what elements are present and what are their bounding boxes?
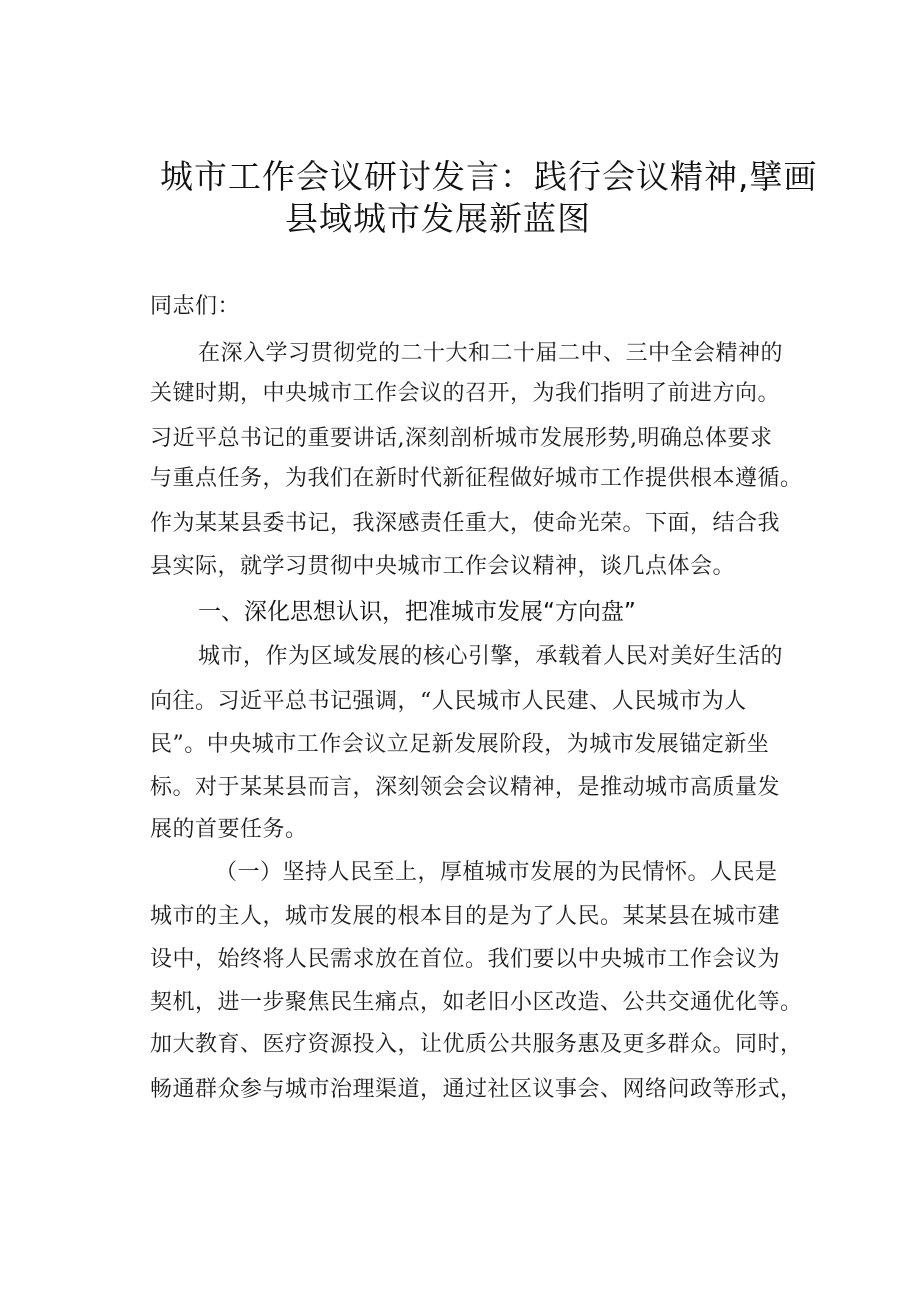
subsection-line: 契机，进一步聚焦民生痛点，如老旧小区改造、公共交通优化等。 xyxy=(150,990,803,1015)
subsection-line: （一）坚持人民至上，厚植城市发展的为民情怀。人民是 xyxy=(215,860,778,885)
intro-line: 作为某某县委书记，我深感责任重大，使命光荣。下面，结合我 xyxy=(150,511,781,536)
section-paragraph-line: 向往。习近平总书记强调，“人民城市人民建、人民城市为人 xyxy=(150,689,747,714)
section-paragraph-line: 民”。中央城市工作会议立足新发展阶段，为城市发展锚定新坐 xyxy=(150,732,770,757)
document-title-line-2: 县域城市发展新蓝图 xyxy=(285,199,591,238)
document-title-line-1: 城市工作会议研讨发言：践行会议精神,擘画 xyxy=(160,157,818,196)
subsection-line: 设中，始终将人民需求放在首位。我们要以中央城市工作会议为 xyxy=(150,947,781,972)
section-paragraph-line: 展的首要任务。 xyxy=(150,817,308,842)
section-paragraph-line: 城市，作为区域发展的核心引擎，承载着人民对美好生活的 xyxy=(198,644,784,669)
section-heading: 一、深化思想认识，把准城市发展“方向盘” xyxy=(198,599,636,625)
section-paragraph-line: 标。对于某某县而言，深刻领会会议精神，是推动城市高质量发 xyxy=(150,775,781,800)
intro-line: 与重点任务，为我们在新时代新征程做好城市工作提供根本遵循。 xyxy=(150,466,803,491)
subsection-line: 加大教育、医疗资源投入，让优质公共服务惠及更多群众。同时， xyxy=(150,1032,803,1057)
intro-line: 习近平总书记的重要讲话,深刻剖析城市发展形势,明确总体要求 xyxy=(150,426,773,451)
intro-line: 在深入学习贯彻党的二十大和二十届二中、三中全会精神的 xyxy=(198,341,784,366)
subsection-line: 城市的主人，城市发展的根本目的是为了人民。某某县在城市建 xyxy=(150,904,781,929)
subsection-line: 畅通群众参与城市治理渠道，通过社区议事会、网络问政等形式， xyxy=(150,1077,803,1102)
intro-line: 县实际，就学习贯彻中央城市工作会议精神，谈几点体会。 xyxy=(150,554,736,579)
intro-line: 关键时期，中央城市工作会议的召开，为我们指明了前进方向。 xyxy=(150,381,781,406)
salutation: 同志们： xyxy=(150,294,241,319)
